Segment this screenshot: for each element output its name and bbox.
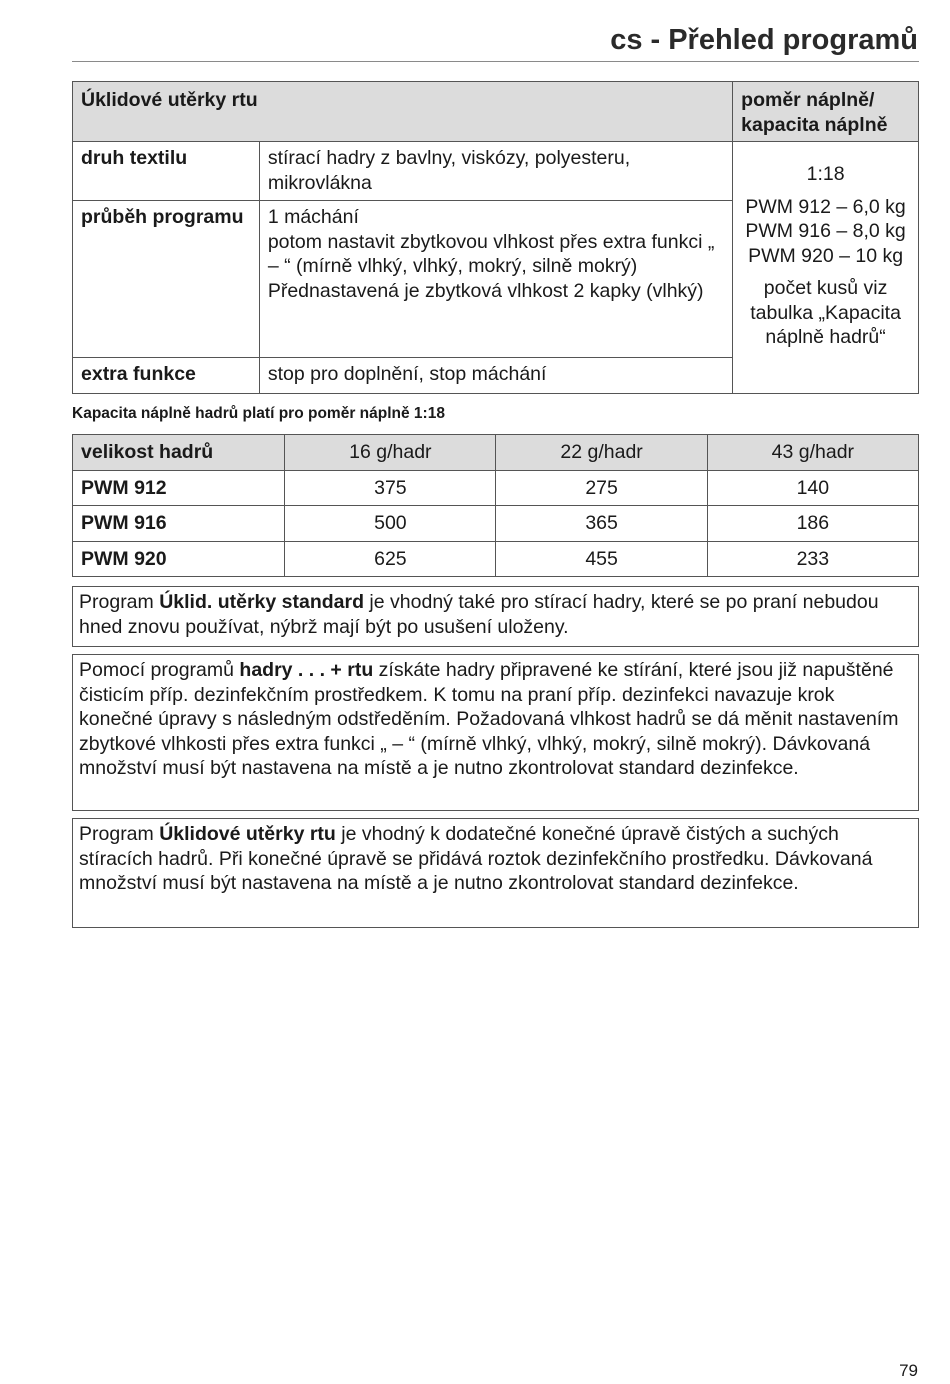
- program-name: Úklidové utěrky rtu: [159, 823, 336, 845]
- capacity-920: PWM 920 – 10 kg: [748, 244, 904, 267]
- value-cell: 365: [496, 506, 707, 542]
- row-value: stop pro doplnění, stop máchání: [259, 358, 732, 394]
- row-label: průběh programu: [73, 201, 260, 358]
- column-header: 16 g/hadr: [285, 435, 496, 471]
- value-cell: 275: [496, 470, 707, 506]
- note-text: získáte hadry připravené ke stírání, které jsou již napuštěné čisticím příp. dezinfekčním prostředkem. K tomu na praní příp. dezinfekci navazuje krok konečné úpravy s následným odstředěním. Požadovaná vlhkost hadrů se dá měnit nastavením zbytkové vlhkosti přes extra funkci „ ‒ “ (mírně vlhký, vlhký, mokrý, silně mokrý). Dávkovaná množství musí být nastavena na místě a je nutno zkontrolovat standard dezinfekce.: [79, 659, 899, 779]
- model-cell: PWM 912: [73, 470, 285, 506]
- ratio-cell: [733, 142, 919, 394]
- note-text: Program: [79, 823, 160, 845]
- table-row: [73, 541, 919, 577]
- column-header: velikost hadrů: [73, 435, 285, 471]
- ratio-heading: poměr náplně/ kapacita náplně: [733, 82, 919, 142]
- table-row: [73, 142, 919, 201]
- model-cell: PWM 920: [73, 541, 285, 577]
- note-text: je vhodný také pro stírací hadry, které se po praní nebudou hned znovu používat, nýbrž mají být po usušení uloženy.: [79, 591, 879, 638]
- note-text: Program: [79, 591, 160, 613]
- page-title: cs - Přehled programů: [610, 24, 918, 56]
- value-cell: 140: [707, 470, 918, 506]
- program-name: hadry . . . + rtu: [239, 659, 374, 681]
- row-value: stírací hadry z bavlny, viskózy, polyesteru, mikrovlákna: [259, 142, 732, 201]
- ratio-value: 1:18: [806, 163, 845, 185]
- program-table: [72, 81, 919, 394]
- value-cell: 625: [285, 541, 496, 577]
- column-header: 43 g/hadr: [707, 435, 918, 471]
- note-box-standard: [72, 586, 919, 647]
- program-name-heading: Úklidové utěrky rtu: [73, 82, 733, 142]
- value-cell: 233: [707, 541, 918, 577]
- value-cell: 186: [707, 506, 918, 542]
- value-cell: 375: [285, 470, 496, 506]
- header-divider: [72, 61, 919, 62]
- capacity-916: PWM 916 – 8,0 kg: [745, 220, 906, 242]
- table-row: [73, 470, 919, 506]
- program-step-3: Přednastavená je zbytková vlhkost 2 kapky (vlhký): [267, 279, 704, 302]
- row-value: [259, 201, 732, 358]
- program-step-1: 1 máchání: [267, 206, 359, 228]
- row-label: extra funkce: [73, 358, 260, 394]
- note-text: Pomocí programů: [79, 659, 240, 681]
- program-step-2: potom nastavit zbytkovou vlhkost přes extra funkci „ ‒ “ (mírně vlhký, vlhký, mokrý, silně mokrý): [267, 230, 715, 277]
- row-label: druh textilu: [73, 142, 260, 201]
- capacity-caption: Kapacita náplně hadrů platí pro poměr náplně 1:18: [72, 405, 445, 422]
- note-box-rags-rtu: [72, 654, 919, 811]
- note-text: je vhodný k dodatečné konečné úpravě čistých a suchých stíracích hadrů. Při konečné úpravě se přidává roztok dezinfekčního prostředku. Dávkovaná množství musí být nastavena na místě a je nutno zkontrolovat standard dezinfekce.: [79, 823, 873, 894]
- note-box-cleaning-rtu: [72, 818, 919, 928]
- column-header: 22 g/hadr: [496, 435, 707, 471]
- value-cell: 500: [285, 506, 496, 542]
- program-name: Úklid. utěrky standard: [159, 591, 365, 613]
- piece-count-note: počet kusů viz tabulka „Kapacita náplně hadrů“: [750, 277, 901, 348]
- model-cell: PWM 916: [73, 506, 285, 542]
- capacity-table: [72, 434, 919, 577]
- value-cell: 455: [496, 541, 707, 577]
- table-row: [73, 506, 919, 542]
- capacity-912: PWM 912 – 6,0 kg: [745, 195, 906, 218]
- capacity-header-row: [73, 435, 919, 471]
- page-number: 79: [899, 1361, 918, 1380]
- program-table-header-row: [73, 82, 919, 142]
